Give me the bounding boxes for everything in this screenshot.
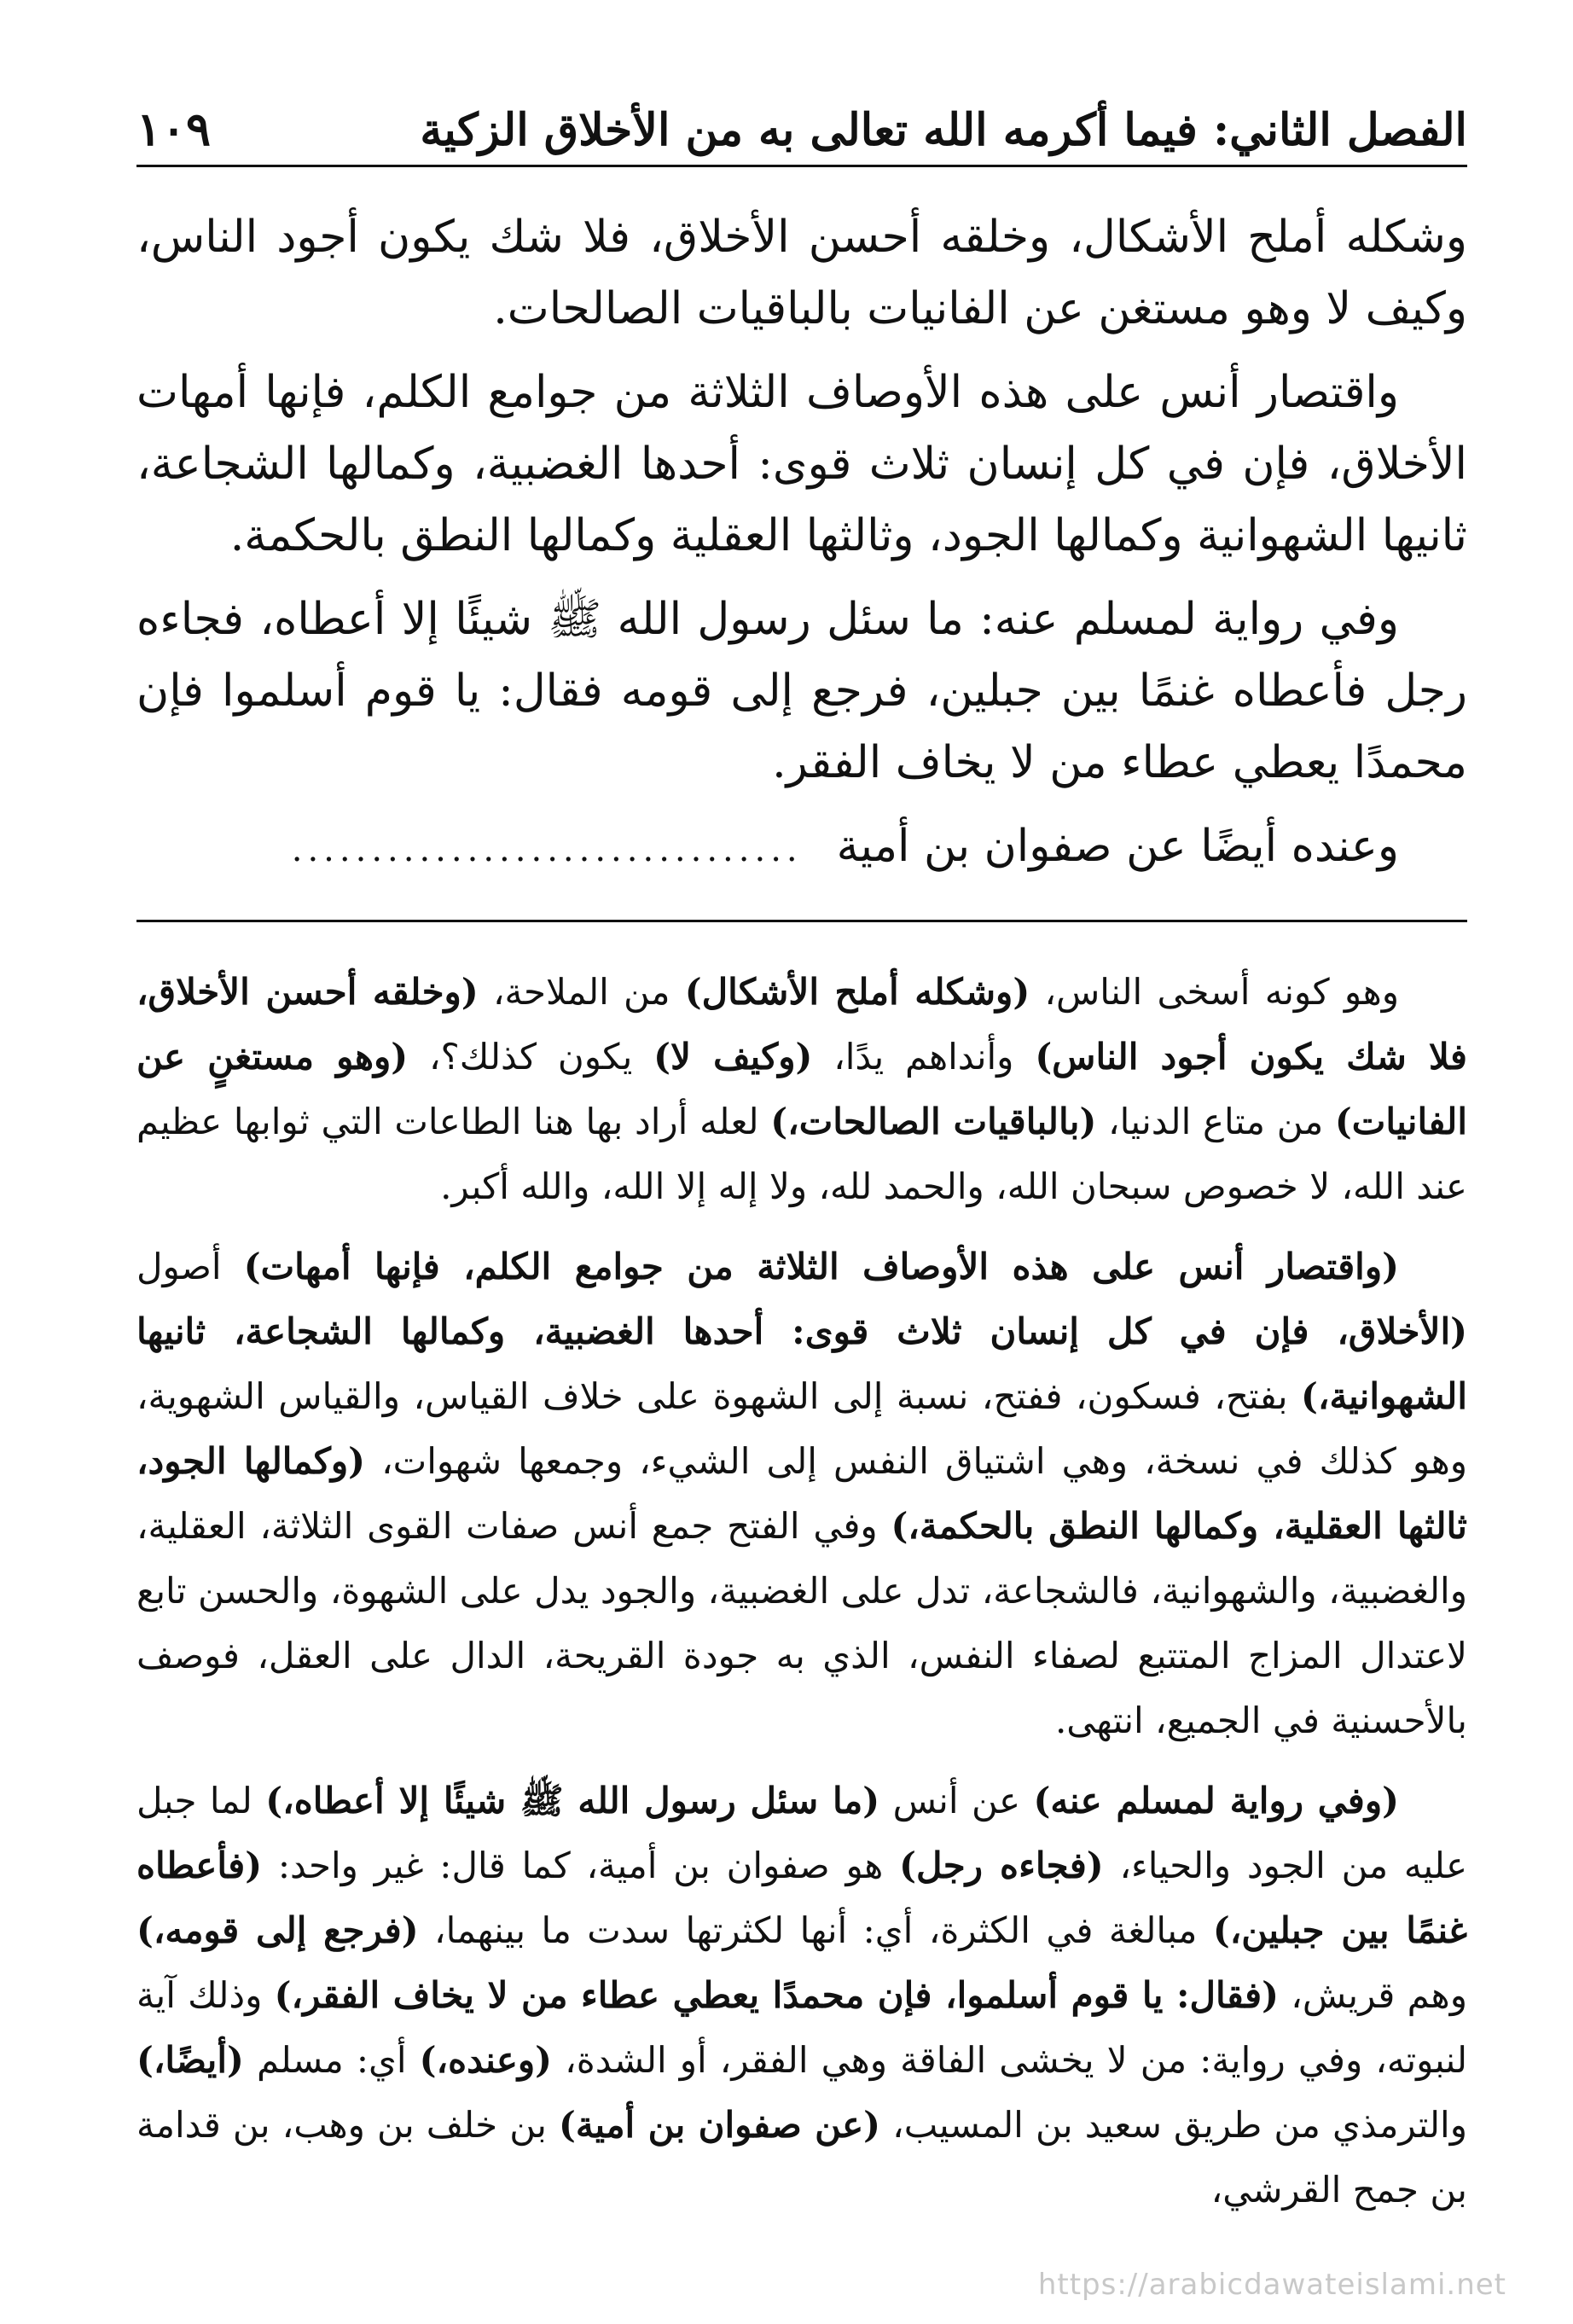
commentary-text: لما جبل عليه من الجود والحياء،: [136, 1780, 1468, 1886]
quoted-text: (فرجع إلى قومه،): [136, 1909, 419, 1951]
section-divider: [136, 920, 1467, 922]
quoted-text: (فجاءه رجل): [899, 1845, 1104, 1886]
quoted-text: (واقتصار أنس على هذه الأوصاف الثلاثة من جوامع الكلم، فإنها أمهات): [243, 1246, 1399, 1287]
quoted-text: (وكمالها الجود، ثالثها العقلية، وكمالها النطق بالحكمة،): [136, 1440, 1467, 1547]
quoted-text: (وعنده،): [419, 2039, 553, 2081]
page-number: ١٠٩: [136, 102, 212, 156]
commentary-text: أصول: [136, 1246, 244, 1287]
continuation-dots: ................................: [291, 830, 803, 869]
quoted-text: (بالباقيات الصالحات،): [770, 1101, 1097, 1142]
watermark-url: https://arabicdawateislami.net: [1037, 2268, 1506, 2302]
matn-paragraph-3: وفي رواية لمسلم عنه: ما سئل رسول الله ﷺ شيئًا إلا أعطاه، فجاءه رجل فأعطاه غنمًا بين جبلين، فرجع إلى قومه فقال: يا قوم أسلموا فإن محمدًا يعطي عطاء من لا يخاف الفقر.: [136, 594, 1467, 788]
quoted-text: (وشكله أملح الأشكال): [684, 971, 1030, 1013]
chapter-title: الفصل الثاني: فيما أكرمه الله تعالى به من الأخلاق الزكية: [420, 104, 1467, 156]
commentary-paragraph-3: [136, 1769, 1467, 2222]
quoted-text: (وهو مستغنٍ عن الفانيات): [136, 1036, 1467, 1142]
commentary-text: أي: مسلم: [243, 2039, 420, 2081]
commentary-text: بفتح، فسكون، ففتح، نسبة إلى الشهوة على خلاف القياس، والقياس الشهوية، وهو كذلك في نسخة، وهي اشتياق النفس إلى الشيء، وجمعها شهوات،: [136, 1375, 1468, 1482]
commentary-text: من متاع الدنيا،: [1096, 1101, 1335, 1142]
matn-continued-line: [136, 810, 1467, 886]
page-content: [136, 85, 1467, 2235]
commentary: [136, 960, 1467, 2222]
commentary-text: مبالغة في الكثرة، أي: أنها لكثرتها سدت ما بينهما،: [418, 1909, 1213, 1951]
running-header: [136, 85, 1467, 167]
commentary-text: وذلك آية لنبوته، وفي رواية: من لا يخشى الفاقة وهي الفقر، أو الشدة،: [136, 1974, 1467, 2081]
matn-paragraph-1: وشكله أملح الأشكال، وخلقه أحسن الأخلاق، فلا شك يكون أجود الناس، وكيف لا وهو مستغن عن الفانيات بالباقيات الصالحات.: [136, 212, 1467, 334]
commentary-text: بن خلف بن وهب، بن قدامة بن جمح القرشي،: [136, 2104, 1467, 2211]
quoted-text: (الأخلاق، فإن في كل إنسان ثلاث قوى: أحدها الغضبية، وكمالها الشجاعة، ثانيها الشهوانية،): [136, 1310, 1467, 1417]
quoted-text: (أيضًا،): [136, 2039, 244, 2081]
quoted-text: (فقال: يا قوم أسلموا، فإن محمدًا يعطي عطاء من لا يخاف الفقر،): [274, 1974, 1279, 2016]
quoted-text: (وفي رواية لمسلم عنه): [1033, 1780, 1400, 1821]
commentary-paragraph-1: [136, 960, 1467, 1219]
matn-paragraph-2: واقتصار أنس على هذه الأوصاف الثلاثة من جوامع الكلم، فإنها أمهات الأخلاق، فإن في كل إنسان ثلاث قوى: أحدها الغضبية، وكمالها الشجاعة، ثانيها الشهوانية وكمالها الجود، وثالثها العقلية وكمالها النطق بالحكمة.: [136, 367, 1467, 561]
commentary-text: وفي الفتح جمع أنس صفات القوى الثلاثة، العقلية، والغضبية، والشهوانية، فالشجاعة، تدل على الغضبية، والجود يدل على الشهوة، والحسن تابع لاعتدال المزاج المتتبع لصفاء النفس، الذي به جودة القريحة، الدال على العقل، فوصف بالأحسنية في الجميع، انتهى.: [136, 1505, 1467, 1741]
commentary-text: والترمذي من طريق سعيد بن المسيب،: [880, 2104, 1467, 2146]
commentary-text: عن أنس: [879, 1780, 1034, 1821]
commentary-paragraph-2: [136, 1235, 1467, 1753]
commentary-text: وهم قريش،: [1278, 1974, 1467, 2016]
commentary-text: وهو كونه أسخى الناس،: [1030, 971, 1399, 1013]
matn-paragraph-4: وعنده أيضًا عن صفوان بن أمية: [836, 821, 1399, 872]
quoted-text: (فأعطاه غنمًا بين جبلين،): [136, 1845, 1467, 1951]
commentary-text: لعله أراد بها هنا الطاعات التي ثوابها عظيم عند الله، لا خصوص سبحان الله، والحمد لله، ولا إله إلا الله، والله أكبر.: [136, 1101, 1467, 1207]
quoted-text: (عن صفوان بن أمية): [559, 2104, 881, 2146]
commentary-text: من الملاحة،: [478, 971, 685, 1013]
commentary-text: وأنداهم يدًا،: [812, 1036, 1036, 1078]
quoted-text: (وكيف لا): [653, 1036, 813, 1078]
main-text: [136, 201, 1467, 886]
quoted-text: (ما سئل رسول الله ﷺ شيئًا إلا أعطاه،): [265, 1780, 880, 1821]
commentary-text: هو صفوان بن أمية، كما قال: غير واحد:: [262, 1845, 900, 1886]
commentary-text: يكون كذلك؟،: [408, 1036, 654, 1078]
quoted-text: (وخلقه أحسن الأخلاق، فلا شك يكون أجود الناس): [136, 971, 1468, 1078]
